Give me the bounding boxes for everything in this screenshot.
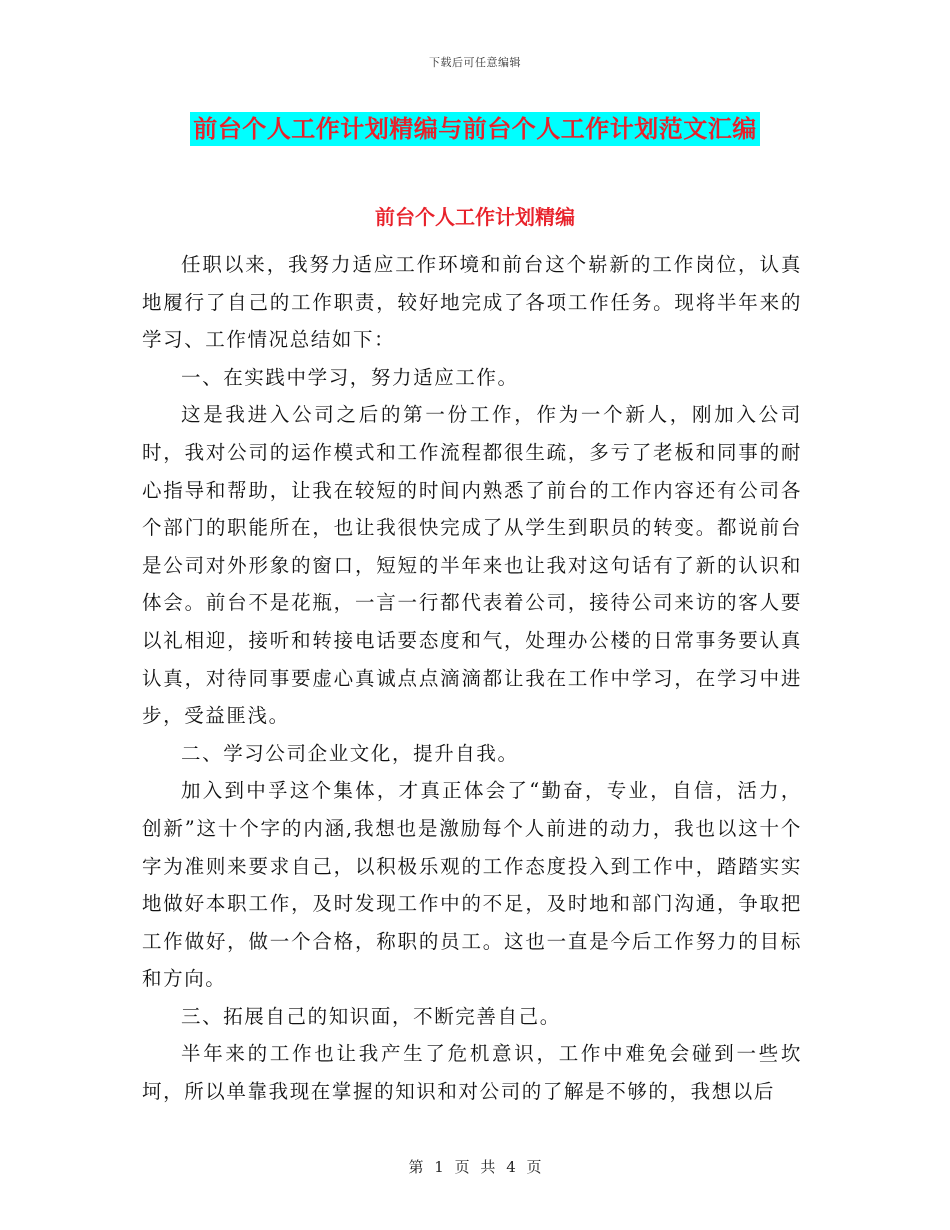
paragraph-one: 这是我进入公司之后的第一份工作，作为一个新人，刚加入公司时，我对公司的运作模式和工作流程都很生疏，多亏了老板和同事的耐心指导和帮助，让我在较短的时间内熟悉了前台的工作内容还有公司各个部门的职能所在，也让我很快完成了从学生到职员的转变。都说前台是公司对外形象的窗口，短短的半年来也让我对这句话有了新的认识和体会。前台不是花瓶，一言一行都代表着公司，接待公司来访的客人要以礼相迎，接听和转接电话要态度和气，处理办公楼的日常事务要认真认真，对待同事要虚心真诚点点滴滴都让我在工作中学习，在学习中进步，受益匪浅。 [142, 403, 802, 728]
footer-total-pages: 4 [506, 1158, 516, 1176]
footer-label-of: 页 [454, 1158, 470, 1176]
paragraph-two: 加入到中孚这个集体，才真正体会了“勤奋，专业，自信，活力，创新”这十个字的内涵,我想也是激励每个人前进的动力，我也以这十个字为准则来要求自己，以积极乐观的工作态度投入到工作中，踏踏实实地做好本职工作，及时发现工作中的不足，及时地和部门沟通，争取把工作做好，做一个合格，称职的员工。这也一直是今后工作努力的目标和方向。 [142, 779, 802, 991]
section-title: 前台个人工作计划精编 [375, 205, 575, 229]
main-title-container [0, 112, 950, 146]
main-title: 前台个人工作计划精编与前台个人工作计划范文汇编 [190, 112, 760, 146]
header-note: 下载后可任意编辑 [429, 56, 521, 69]
page-number-footer [0, 1156, 950, 1177]
heading-two: 二、学习公司企业文化，提升自我。 [181, 741, 519, 765]
footer-label-end: 页 [526, 1158, 542, 1176]
footer-current-page: 1 [434, 1158, 444, 1176]
footer-label-page: 第 [408, 1158, 424, 1176]
footer-label-total: 共 [480, 1158, 496, 1176]
paragraph-intro: 任职以来，我努力适应工作环境和前台这个崭新的工作岗位，认真地履行了自己的工作职责，较好地完成了各项工作任务。现将半年来的学习、工作情况总结如下： [142, 253, 802, 352]
paragraph-three: 半年来的工作也让我产生了危机意识，工作中难免会碰到一些坎坷，所以单靠我现在掌握的知识和对公司的了解是不够的，我想以后 [142, 1042, 802, 1104]
heading-one: 一、在实践中学习，努力适应工作。 [181, 365, 519, 389]
document-body [142, 246, 802, 1111]
heading-three: 三、拓展自己的知识面，不断完善自己。 [181, 1004, 561, 1028]
